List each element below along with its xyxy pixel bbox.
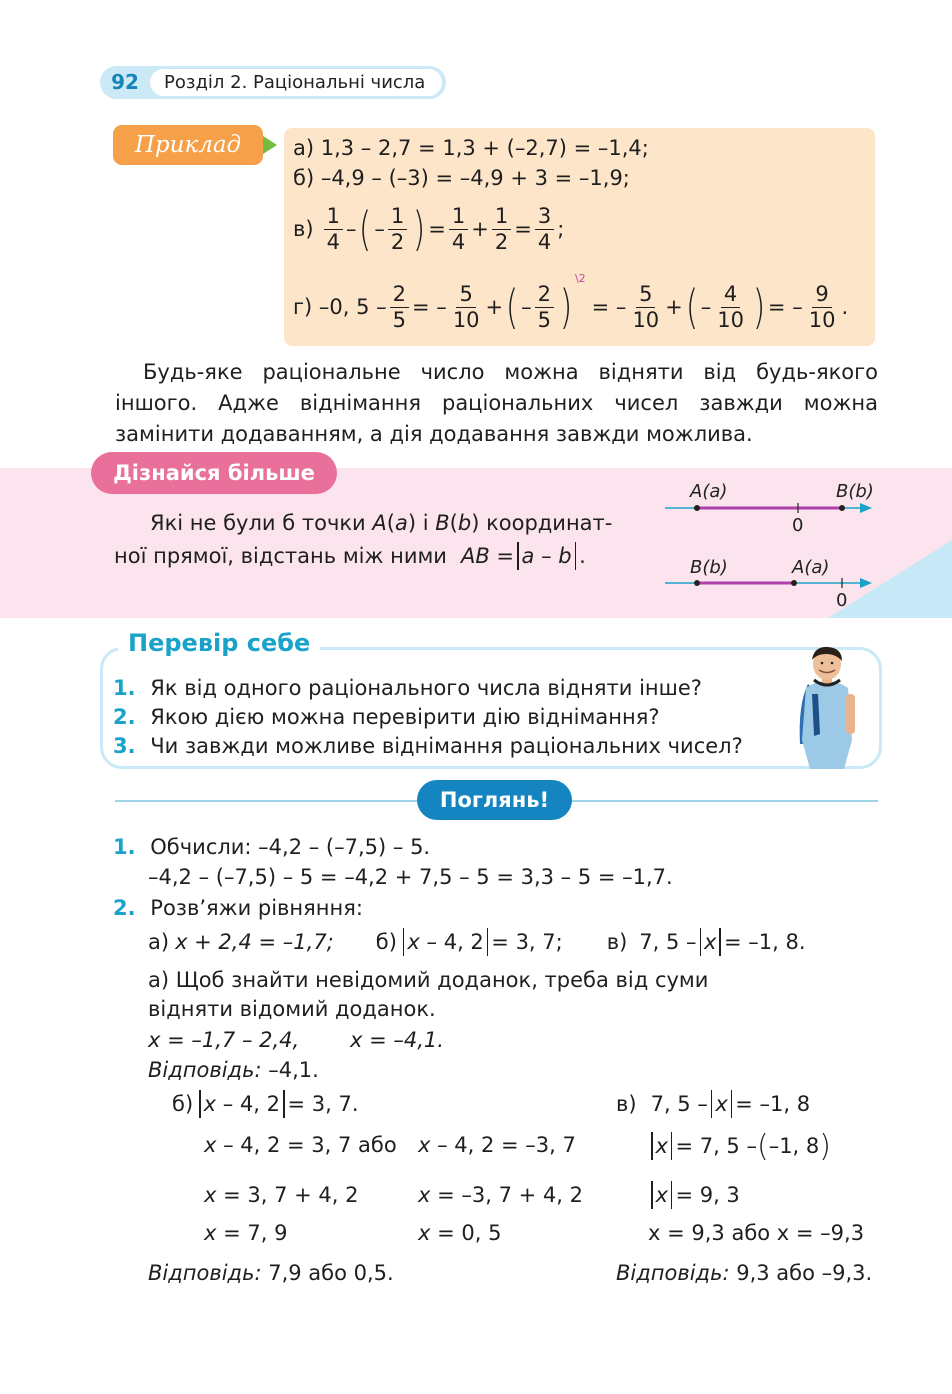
solution-a-step-1: x = –1,7 – 2,4,: [148, 1028, 300, 1052]
solution-v-step-3: x = 9,3 або x = –9,3: [648, 1221, 865, 1245]
solution-b-step-2b: x = –3, 7 + 4, 2: [418, 1183, 583, 1207]
label-zero: 0: [792, 515, 804, 536]
fraction: $\frac{5}{10}$: [452, 282, 480, 332]
answer-label: Відповідь:: [148, 1058, 262, 1082]
learn-text-2: координат-: [486, 511, 613, 535]
task-number: 2.: [113, 896, 136, 920]
number-lines-figure: [660, 475, 885, 615]
task-2-equations: а) x + 2,4 = –1,7; б) x – 4, 2 = 3, 7; в) 7, 5 – x = –1, 8.: [148, 930, 806, 954]
body-paragraph: [115, 357, 878, 450]
question-item: [113, 705, 659, 729]
solution-b-label: б): [172, 1092, 194, 1116]
solution-a-line-1: а) Щоб знайти невідомий доданок, треба від суми: [148, 968, 709, 992]
task-text: Обчисли: –4,2 – (–7,5) – 5.: [150, 835, 431, 859]
fraction: $\frac{1}{4}$: [449, 204, 468, 253]
point-b: [839, 505, 845, 511]
label-zero: 0: [836, 590, 848, 611]
question-item: [113, 734, 743, 758]
fraction: $\frac{2}{5}$: [390, 282, 409, 331]
task-text: Розв’яжи рівняння:: [150, 896, 363, 920]
fraction: $\frac{2}{5}$: [535, 282, 554, 331]
arrow-icon: [860, 578, 872, 588]
question-number: 3.: [113, 734, 136, 758]
solution-b-step-1a: x – 4, 2 = 3, 7: [204, 1133, 352, 1157]
task-1-solution: –4,2 – (–7,5) – 5 = –4,2 + 7,5 – 5 = 3,3 – 5 = –1,7.: [148, 865, 673, 889]
arrow-right-icon: [263, 136, 277, 154]
line-g-label: г) –0, 5 –: [293, 295, 387, 319]
fraction: $\frac{5}{10}$: [632, 282, 660, 332]
example-tag: Приклад: [113, 125, 263, 165]
learn-more-tag: Дізнайся більше: [91, 452, 337, 494]
solution-b-header: б) x – 4, 2 = 3, 7.: [172, 1092, 359, 1116]
paragraph-text: Будь-яке раціональне число можна відняти від будь-якого іншого. Адже віднімання раціональних чисел завжди можна замінити додаванням, а дія додавання завжди можлива.: [115, 360, 878, 446]
answer-value: –4,1.: [268, 1058, 319, 1082]
learn-more-line-1: Які не були б точки A(a) і B(b) координат-: [150, 511, 613, 535]
arrow-icon: [860, 503, 872, 513]
point-a: [791, 580, 797, 586]
question-number: 1.: [113, 676, 136, 700]
look-tag: Поглянь!: [417, 780, 572, 820]
answer-b: [148, 1261, 394, 1285]
question-item: [113, 676, 702, 700]
fraction: $\frac{3}{4}$: [535, 204, 554, 253]
answer-v: [616, 1261, 872, 1285]
label-a: A(a): [690, 481, 728, 502]
solution-b-step-3a: x = 7, 9: [204, 1221, 288, 1245]
learn-text-1: Які не були б точки: [150, 511, 366, 535]
point-a: [694, 505, 700, 511]
line-v-label: в): [293, 217, 314, 241]
example-line-g: г) –0, 5 – $\frac{2}{5}$ = – $\frac{5}{10}$ + ( – $\frac{2}{5}$ ) \2 = – $\frac{5}{10}$ + ( – $\frac{4}{10}$ ) = – $\frac{9}{10}$ .: [293, 272, 849, 334]
solution-v-label: в): [616, 1092, 637, 1116]
answer-a: [148, 1058, 319, 1082]
answer-value: 9,3 або –9,3.: [736, 1261, 873, 1285]
label-b: B(b): [690, 557, 728, 578]
eq-a: x + 2,4 = –1,7;: [175, 930, 334, 954]
example-line-a: а) 1,3 – 2,7 = 1,3 + (–2,7) = –1,4;: [293, 136, 649, 160]
fraction: $\frac{1}{2}$: [388, 204, 407, 253]
answer-value: 7,9 або 0,5.: [268, 1261, 394, 1285]
example-line-b: б) –4,9 – (–3) = –4,9 + 3 = –1,9;: [293, 166, 630, 190]
eq-b-label: б): [375, 930, 397, 954]
fraction: $\frac{4}{10}$: [717, 282, 744, 332]
or-word: або: [358, 1133, 397, 1157]
student-illustration: [786, 644, 868, 769]
solution-b-step-1b: x – 4, 2 = –3, 7: [418, 1133, 576, 1157]
question-text: Як від одного раціонального числа відняти інше?: [150, 676, 702, 700]
learn-more-line-2: ної прямої, відстань між ними AB = a – b .: [114, 544, 586, 568]
question-text: Якою дією можна перевірити дію віднімання?: [150, 705, 660, 729]
eq-a-label: а): [148, 930, 170, 954]
fraction: $\frac{1}{4}$: [324, 204, 343, 253]
solution-b-step-3b: x = 0, 5: [418, 1221, 502, 1245]
question-text: Чи завжди можливе віднімання раціональних чисел?: [150, 734, 743, 758]
chapter-title: Розділ 2. Раціональні числа: [164, 72, 426, 93]
check-yourself-title: Перевір себе: [118, 626, 320, 660]
solution-v-header: в) 7, 5 – x = –1, 8: [616, 1092, 811, 1116]
solution-a-line-2: відняти відомий доданок.: [148, 997, 436, 1021]
fraction: $\frac{9}{10}$: [808, 282, 836, 332]
point-b: [694, 580, 700, 586]
answer-label: Відповідь:: [616, 1261, 730, 1285]
example-line-v: в) $\frac{1}{4}$ – ( – $\frac{1}{2}$ ) = $\frac{1}{4}$ + $\frac{1}{2}$ = $\frac{3}{4}$ ;: [293, 202, 565, 256]
fraction: $\frac{1}{2}$: [492, 204, 511, 253]
learn-text-3: ної прямої, відстань між ними: [114, 544, 447, 568]
question-number: 2.: [113, 705, 136, 729]
solution-v-step-1: x = 7, 5 – ( –1, 8 ): [648, 1128, 831, 1164]
task-number: 1.: [113, 835, 136, 859]
page-number: 92: [111, 70, 139, 94]
label-a: A(a): [792, 557, 830, 578]
solution-v-step-2: x = 9, 3: [648, 1178, 740, 1212]
eq-v-label: в): [606, 930, 628, 954]
task-2: [113, 896, 363, 920]
task-1: [113, 835, 430, 859]
solution-a-step-2: x = –4,1.: [350, 1028, 444, 1052]
solution-b-step-2a: x = 3, 7 + 4, 2: [204, 1183, 359, 1207]
superscript-mark: \2: [574, 272, 586, 285]
answer-label: Відповідь:: [148, 1261, 262, 1285]
label-b: B(b): [836, 481, 874, 502]
